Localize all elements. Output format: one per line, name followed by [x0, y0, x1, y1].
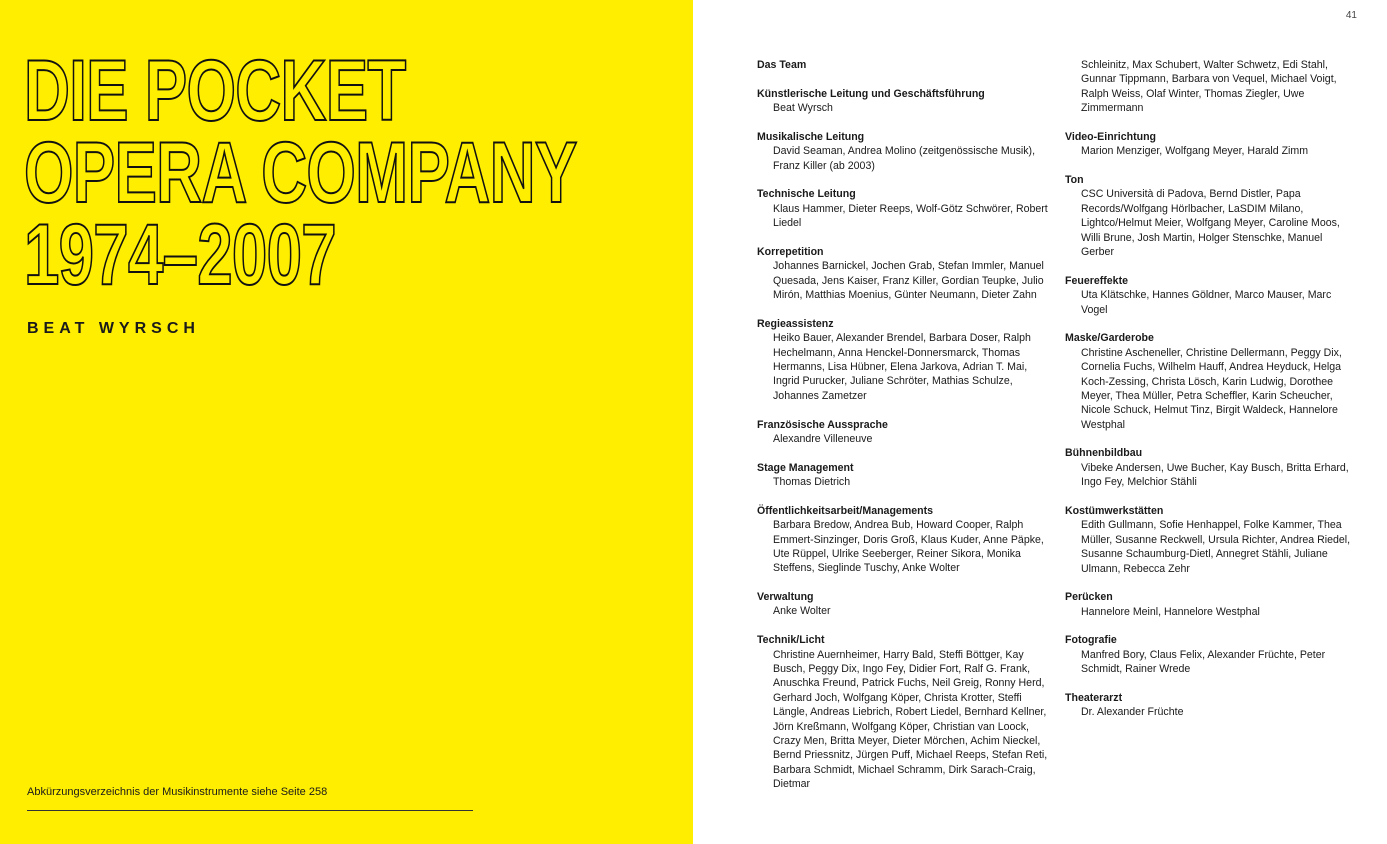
section-names: Christine Ascheneller, Christine Dellermann, Peggy Dix, Cornelia Fuchs, Wilhelm Hauff, Andrea Heyduck, Helga Koch-Zessing, Christa Lösch, Karin Ludwig, Dorothee Meyer, Thea Müller, Petra Scheffler, Karin Scheucher, Nicole Schuck, Helmut Tinz, Birgit Waldeck, Hannelore Westphal: [1081, 346, 1342, 431]
section-heading: Bühnenbildbau: [1065, 447, 1143, 460]
credit-section: [757, 87, 1052, 116]
credit-section: [1065, 173, 1357, 259]
section-heading: Maske/Garderobe: [1065, 332, 1154, 345]
credit-section: [1065, 130, 1357, 159]
footnote: Abkürzungsverzeichnis der Musikinstrumente siehe Seite 258: [27, 786, 328, 798]
credits-column-1: [757, 58, 1052, 806]
section-names: Schleinitz, Max Schubert, Walter Schwetz, Edi Stahl, Gunnar Tippmann, Barbara von Vequel, Michael Voigt, Ralph Weiss, Olaf Winter, Thomas Ziegler, Uwe Zimmermann: [1081, 59, 1337, 115]
section-names: David Seaman, Andrea Molino (zeitgenössische Musik), Franz Killer (ab 2003): [773, 145, 1036, 172]
title-line-2: OPERA COMPANY: [24, 125, 577, 221]
credit-section: [757, 58, 1052, 72]
credit-section: [757, 418, 1052, 447]
credit-section: [1065, 446, 1357, 489]
section-names: Christine Auernheimer, Harry Bald, Steffi Böttger, Kay Busch, Peggy Dix, Ingo Fey, Didier Fort, Ralf G. Frank, Anuschka Freund, Patrick Fuchs, Neil Greig, Ronny Herd, Gerhard Joch, Wolfgang Köper, Christa Krotter, Steffi Längle, Andreas Liebrich, Robert Liedel, Bernhard Kellner, Jörn Kreßmann, Wolfgang Köper, Christian van Loock, Crazy Men, Britta Meyer, Dieter Mörchen, Achim Nieckel, Bernd Priessnitz, Jürgen Puff, Michael Reeps, Stefan Reti, Barbara Schmidt, Michael Schramm, Dirk Sarach-Craig, Dietmar: [773, 648, 1048, 791]
section-heading: Künstlerische Leitung und Geschäftsführung: [757, 87, 985, 100]
section-names: Edith Gullmann, Sofie Henhappel, Folke Kammer, Thea Müller, Susanne Reckwell, Ursula Richter, Andrea Riedel, Susanne Schaumburg-Dietl, Annegret Stähli, Juliane Ulmann, Rebecca Zehr: [1081, 519, 1351, 575]
credit-section: [757, 245, 1052, 303]
credit-section: [757, 317, 1052, 403]
credits-column-2: [1065, 58, 1357, 734]
section-heading: Ton: [1065, 174, 1084, 187]
credit-section: [757, 187, 1052, 230]
section-heading: Verwaltung: [757, 591, 814, 604]
credit-section: [1065, 691, 1357, 720]
section-heading: Technik/Licht: [757, 634, 825, 647]
credit-section: [1065, 58, 1357, 116]
section-heading: Theaterarzt: [1065, 691, 1123, 704]
section-heading: Französische Aussprache: [757, 418, 888, 431]
credit-section: [1065, 331, 1357, 432]
section-names: Beat Wyrsch: [773, 102, 833, 115]
section-names: Klaus Hammer, Dieter Reeps, Wolf-Götz Schwörer, Robert Liedel: [773, 202, 1048, 230]
section-heading: Feuereffekte: [1065, 274, 1128, 287]
author-name: BEAT WYRSCH: [27, 320, 200, 337]
credit-section: [1065, 274, 1357, 317]
right-page: [693, 0, 1387, 844]
section-heading: Stage Management: [757, 461, 854, 474]
section-names: CSC Università di Padova, Bernd Distler, Papa Records/Wolfgang Hörlbacher, LaSDIM Milano, Lightco/Helmut Meier, Wolfgang Meyer, Caroline Moos, Willi Brune, Josh Martin, Holger Stenschke, Manuel Gerber: [1081, 188, 1340, 259]
section-names: Uta Klätschke, Hannes Göldner, Marco Mauser, Marc Vogel: [1081, 289, 1332, 316]
section-heading: Video-Einrichtung: [1065, 130, 1157, 143]
section-heading: Musikalische Leitung: [757, 130, 865, 143]
credit-section: [757, 461, 1052, 490]
credit-section: [757, 590, 1052, 619]
section-heading: Korrepetition: [757, 245, 824, 258]
credit-section: [757, 633, 1052, 791]
section-names: Alexandre Villeneuve: [773, 432, 873, 445]
left-page: [0, 0, 693, 844]
page-number: 41: [1345, 10, 1357, 21]
title-line-1: DIE POCKET: [24, 43, 406, 139]
section-names: Hannelore Meinl, Hannelore Westphal: [1081, 605, 1260, 618]
section-names: Johannes Barnickel, Jochen Grab, Stefan Immler, Manuel Quesada, Jens Kaiser, Franz Killer, Gordian Teupke, Julio Mirón, Matthias Moenius, Günter Neumann, Dieter Zahn: [773, 260, 1044, 302]
section-names: Heiko Bauer, Alexander Brendel, Barbara Doser, Ralph Hechelmann, Anna Henckel-Donnersmarck, Thomas Hermanns, Lisa Hübner, Elena Jarkova, Adrian T. Mai, Ingrid Purucker, Juliane Schröter, Mathias Schulze, Johannes Zametzer: [773, 332, 1031, 402]
section-heading: Regieassistenz: [757, 317, 834, 330]
credit-section: [1065, 504, 1357, 576]
section-names: Thomas Dietrich: [773, 476, 851, 489]
book-title: [24, 43, 577, 303]
credit-section: [1065, 590, 1357, 619]
credit-section: [757, 130, 1052, 173]
section-names: Anke Wolter: [773, 605, 831, 618]
section-heading: Öffentlichkeitsarbeit/Managements: [757, 504, 934, 517]
credit-section: [757, 504, 1052, 576]
footnote-rule: [27, 810, 473, 811]
title-line-3: 1974–2007: [24, 207, 336, 303]
section-names: Marion Menziger, Wolfgang Meyer, Harald Zimm: [1081, 145, 1309, 158]
section-names: Manfred Bory, Claus Felix, Alexander Früchte, Peter Schmidt, Rainer Wrede: [1081, 648, 1326, 676]
section-heading: Perücken: [1065, 591, 1113, 604]
section-heading: Fotografie: [1065, 634, 1117, 647]
section-names: Vibeke Andersen, Uwe Bucher, Kay Busch, Britta Erhard, Ingo Fey, Melchior Stähli: [1081, 461, 1349, 489]
section-heading: Technische Leitung: [757, 188, 856, 201]
section-names: Dr. Alexander Früchte: [1081, 706, 1184, 719]
section-names: Barbara Bredow, Andrea Bub, Howard Cooper, Ralph Emmert-Sinzinger, Doris Groß, Klaus Kuder, Anne Päpke, Ute Rüppel, Ulrike Seeberger, Reiner Sikora, Monika Steffens, Sieglinde Tuschy, Anke Wolter: [773, 519, 1044, 575]
credit-section: [1065, 633, 1357, 676]
section-heading: Das Team: [757, 59, 807, 71]
section-heading: Kostümwerkstätten: [1065, 504, 1164, 517]
